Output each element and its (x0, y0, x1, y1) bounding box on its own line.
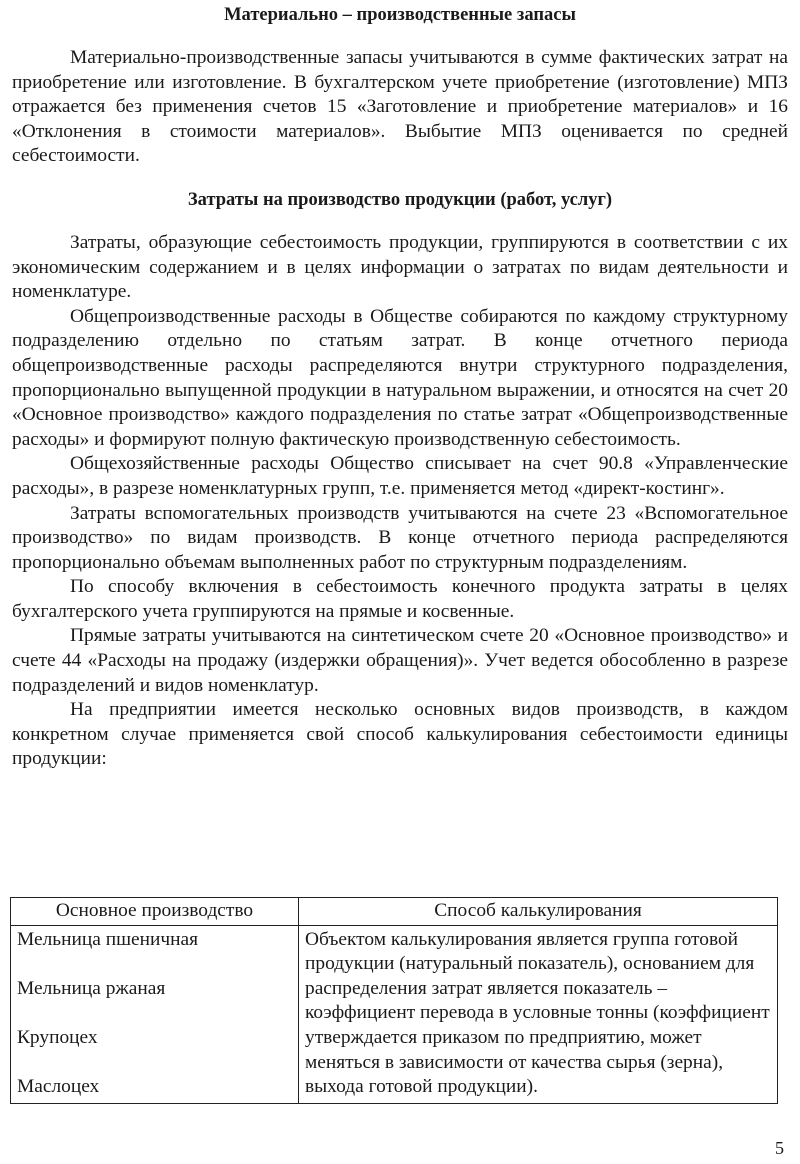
paragraph: Общепроизводственные расходы в Обществе собираются по каждому структурному подразделению отдельно по статьям затрат. В конце отчетного периода общепроизводственные расходы распределяются внутри структурного подразделения, пропорционально выпущенной продукции в натуральном выражении, и относятся на счет 20 «Основное производство» каждого подразделения по статье затрат «Общепроизводственные расходы» и формируют полную фактическую производственную себестоимость. (12, 305, 788, 450)
paragraph: Затраты, образующие себестоимость продукции, группируются в соответствии с их экономическим содержанием и в целях информации о затратах по видам деятельности и номенклатуре. (12, 231, 788, 303)
header-calculation-method: Способ калькулирования (299, 898, 778, 926)
document-page (12, 0, 788, 772)
table-row (11, 925, 778, 1103)
section-title-production-costs: Затраты на производство продукции (работ, услуг) (187, 189, 613, 210)
page-number: 5 (775, 1138, 784, 1158)
section-inventories-body (12, 46, 788, 169)
productions-cell (11, 925, 299, 1103)
header-main-production: Основное производство (11, 898, 299, 926)
paragraph: Затраты вспомогательных производств учитываются на счете 23 «Вспомогательное производство» по видам производств. В конце отчетного периода распределяются пропорционально объемам выполненных работ по структурным подразделениям. (12, 502, 788, 573)
section-title-inventories: Материально – производственные запасы (224, 5, 576, 25)
table-header-row (11, 898, 778, 926)
method-cell: Объектом калькулирования является группа готовой продукции (натуральный показатель), основанием для распределения затрат является показатель – коэффициент перевода в условные тонны (коэффициент утверждается приказом по предприятию, может меняться в зависимости от качества сырья (зерна), выхода готовой продукции). (299, 925, 778, 1103)
paragraph: Общехозяйственные расходы Общество списывает на счет 90.8 «Управленческие расходы», в разрезе номенклатурных групп, т.е. применяется метод «директ-костинг». (12, 453, 788, 499)
production-cereal-shop: Крупоцех (17, 1026, 98, 1048)
paragraph: Материально-производственные запасы учитываются в сумме фактических затрат на приобретение или изготовление. В бухгалтерском учете приобретение (изготовление) МПЗ отражается без применения счетов 15 «Заготовление и приобретение материалов» и 16 «Отклонения в стоимости материалов». Выбытие МПЗ оценивается по средней себестоимости. (12, 47, 788, 167)
section-production-costs-body (12, 231, 788, 772)
paragraph: По способу включения в себестоимость конечного продукта затраты в целях бухгалтерского учета группируются на прямые и косвенные. (12, 576, 788, 622)
production-wheat-mill: Мельница пшеничная (17, 928, 199, 950)
paragraph: На предприятии имеется несколько основных видов производств, в каждом конкретном случае применяется свой способ калькулирования себестоимости единицы продукции: (12, 699, 788, 770)
paragraph: Прямые затраты учитываются на синтетическом счете 20 «Основное производство» и счете 44 «Расходы на продажу (издержки обращения)». Учет ведется обособленно в разрезе подразделений и видов номенклатур. (12, 625, 788, 696)
production-oil-shop: Маслоцех (17, 1076, 100, 1098)
calculation-methods-table (10, 897, 778, 1104)
production-rye-mill: Мельница ржаная (17, 977, 166, 999)
